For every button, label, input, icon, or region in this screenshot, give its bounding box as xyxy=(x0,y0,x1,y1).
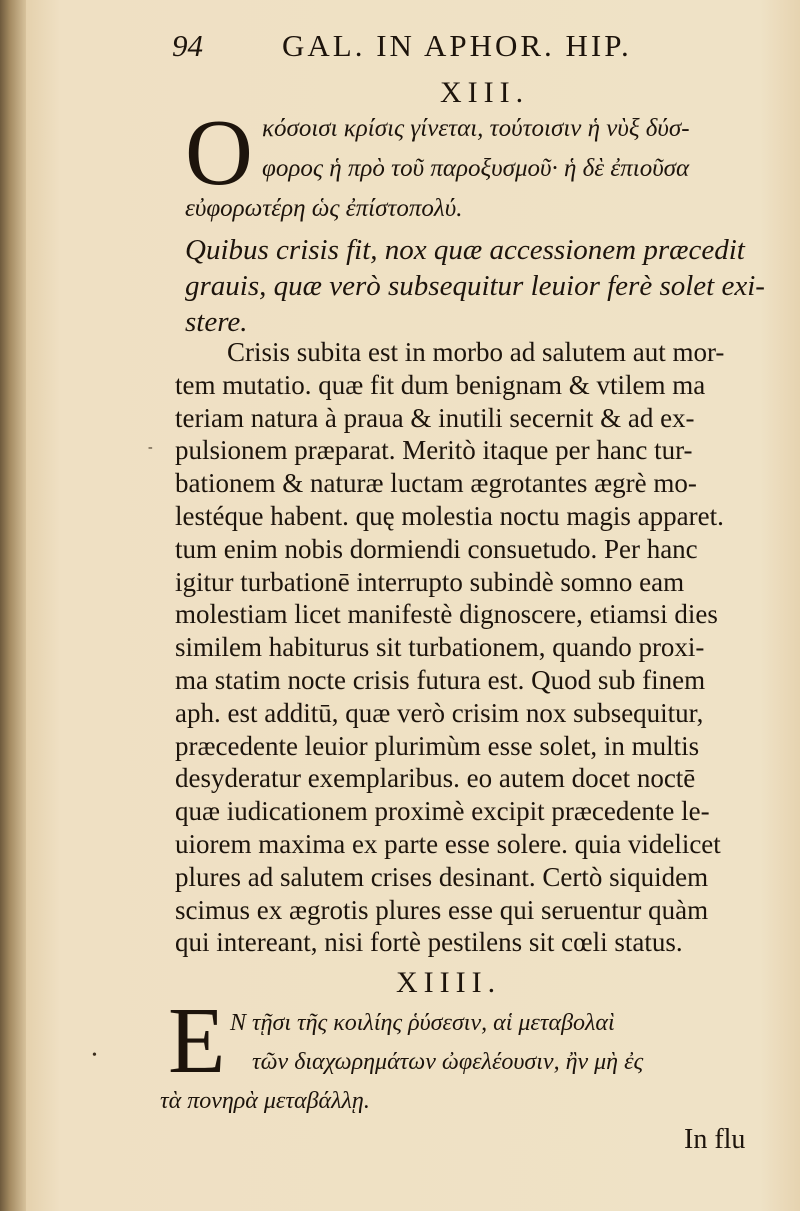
greek-aphorism-14-line-3: τὰ πονηρὰ μεταβάλλῃ. xyxy=(160,1088,370,1114)
latin-translation-13 xyxy=(185,232,780,340)
running-title: GAL. IN APHOR. HIP. xyxy=(282,28,632,63)
section-numeral-14: XIIII. xyxy=(396,966,502,999)
commentary-line: uiorem maxima ex parte esse solere. quia videlicet xyxy=(175,828,721,859)
greek-aphorism-13-line-1: κόσοισι κρίσις γίνεται, τούτοισιν ἡ νὺξ δύσ- xyxy=(262,115,690,142)
commentary-line: pulsionem præparat. Meritò itaque per hanc tur- xyxy=(175,435,693,466)
dropcap-e: E xyxy=(168,989,226,1093)
commentary-line: Crisis subita est in morbo ad salutem aut mor- xyxy=(227,337,725,367)
commentary-line: qui intereant, nisi fortè pestilens sit cœli status. xyxy=(175,927,683,958)
commentary-line: plures ad salutem crises desinant. Certò siquidem xyxy=(175,861,709,892)
latin-line: stere. xyxy=(185,306,248,338)
commentary-line: molestiam licet manifestè dignoscere, etiamsi dies xyxy=(175,599,718,630)
commentary-line: teriam natura à praua & inutili secernit & ad ex- xyxy=(175,402,695,433)
commentary-line: tum enim nobis dormiendi consuetudo. Per hanc xyxy=(175,533,698,564)
dropcap-o: O xyxy=(185,101,253,205)
commentary-line: tem mutatio. quæ fit dum benignam & vtilem ma xyxy=(175,369,706,400)
commentary-13 xyxy=(175,336,775,959)
commentary-line: desyderatur exemplaribus. eo autem docet noctē xyxy=(175,763,696,794)
commentary-line: ma statim nocte crisis futura est. Quod sub finem xyxy=(175,664,706,695)
binding-gutter xyxy=(0,0,26,1211)
commentary-line: quæ iudicationem proximè excipit præcedente le- xyxy=(175,796,710,827)
commentary-line: bationem & naturæ luctam ægrotantes ægrè mo- xyxy=(175,468,697,499)
greek-aphorism-14-line-2: τῶν διαχωρημάτων ὠφελέουσιν, ἢν μὴ ἐς xyxy=(252,1049,644,1075)
commentary-line: similem habiturus sit turbationem, quando proxi- xyxy=(175,632,705,663)
margin-mark: - xyxy=(148,440,153,455)
commentary-line: igitur turbationē interrupto subindè somno eam xyxy=(175,566,685,597)
margin-mark: • xyxy=(92,1048,97,1063)
latin-line: Quibus crisis fit, nox quæ accessionem præcedit xyxy=(185,234,745,266)
catchword: In flu xyxy=(684,1124,746,1155)
commentary-line: præcedente leuior plurimùm esse solet, in multis xyxy=(175,730,700,761)
section-numeral-13: XIII. xyxy=(440,76,530,109)
commentary-line: lestéque habent. quę molestia noctu magis apparet. xyxy=(175,500,724,531)
latin-line: grauis, quæ verò subsequitur leuior ferè solet exi- xyxy=(185,270,765,302)
greek-aphorism-14-line-1: Ν τῇσι τῆς κοιλίης ῥύσεσιν, αἱ μεταβολαὶ xyxy=(230,1010,615,1036)
greek-aphorism-13-line-3: εὐφορωτέρη ὡς ἐπίστοπολύ. xyxy=(185,195,463,222)
commentary-line: aph. est additū, quæ verò crisim nox subsequitur, xyxy=(175,697,704,728)
commentary-line: scimus ex ægrotis plures esse qui seruentur quàm xyxy=(175,894,709,925)
page-number: 94 xyxy=(172,28,203,63)
greek-aphorism-13-line-2: φορος ἡ πρὸ τοῦ παροξυσμοῦ· ἡ δὲ ἐπιοῦσα xyxy=(262,155,690,182)
